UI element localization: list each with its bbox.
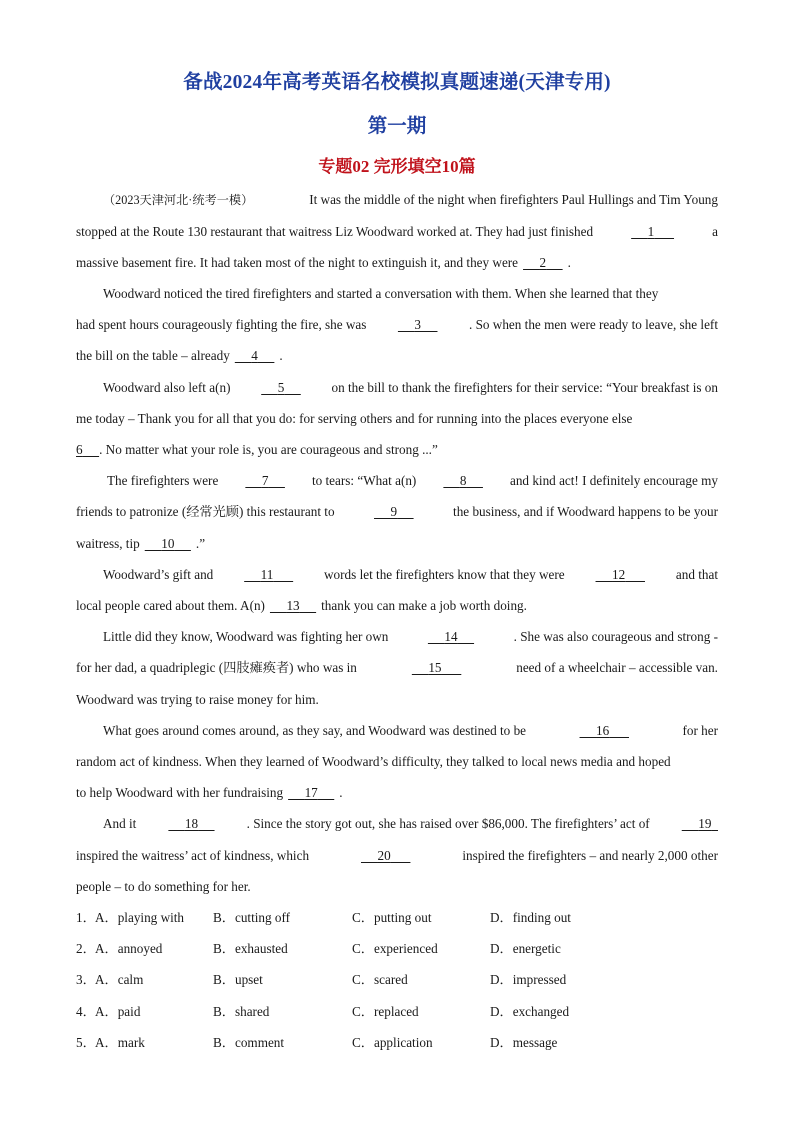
blank-16[interactable]: 16 bbox=[596, 723, 610, 738]
option-d[interactable]: D．message bbox=[490, 1035, 558, 1050]
blank-8[interactable]: 8 bbox=[459, 473, 467, 488]
question-number: 3． bbox=[76, 972, 96, 987]
passage-line bbox=[76, 223, 718, 241]
blank-4[interactable]: 4 bbox=[251, 348, 258, 363]
option-c[interactable]: C．application bbox=[352, 1035, 433, 1050]
blank-15[interactable]: 15 bbox=[428, 660, 442, 675]
passage-text: Woodward’s gift and bbox=[103, 567, 214, 582]
blank-14[interactable]: 14 bbox=[444, 629, 458, 644]
blank-18[interactable]: 18 bbox=[184, 816, 199, 831]
blank-9[interactable]: 9 bbox=[390, 504, 398, 519]
passage-text: Little did they know, Woodward was fighting her own bbox=[103, 629, 389, 644]
passage-text: What goes around comes around, as they say, and Woodward was destined to be bbox=[103, 723, 527, 738]
passage-line bbox=[76, 254, 718, 272]
passage-text: . No matter what your role is, you are courageous and strong ...” bbox=[99, 442, 438, 457]
passage-text: thank you can make a job worth doing. bbox=[321, 598, 527, 613]
option-d[interactable]: D．impressed bbox=[490, 972, 567, 987]
question-number: 1． bbox=[76, 910, 96, 925]
option-d[interactable]: D．finding out bbox=[490, 910, 571, 925]
option-a[interactable]: A．playing with bbox=[95, 910, 185, 925]
topic-heading: 专题02 完形填空10篇 bbox=[318, 157, 476, 176]
passage-text: had spent hours courageously fighting the fire, she was bbox=[76, 317, 367, 332]
passage-text: It was the middle of the night when firefighters Paul Hullings and Tim Young bbox=[309, 192, 718, 207]
passage-line bbox=[76, 347, 718, 365]
passage-text: . So when the men were ready to leave, she left bbox=[468, 317, 718, 332]
passage-text: stopped at the Route 130 restaurant that waitress Liz Woodward worked at. They had just finished bbox=[76, 224, 594, 239]
passage-line bbox=[76, 472, 718, 490]
passage-text: a bbox=[712, 224, 718, 239]
passage-line bbox=[76, 878, 718, 896]
passage-text: the bill on the table – already bbox=[76, 348, 230, 363]
passage-text: friends to patronize (经常光顾) this restaurant to bbox=[76, 504, 335, 519]
passage-text: words let the firefighters know that they were bbox=[324, 567, 565, 582]
question-number: 2． bbox=[76, 941, 96, 956]
passage-text: . bbox=[339, 785, 343, 800]
blank-12[interactable]: 12 bbox=[612, 567, 626, 582]
document-title: 备战2024年高考英语名校模拟真题速递(天津专用) bbox=[183, 72, 611, 93]
passage-line bbox=[76, 784, 718, 802]
passage-line bbox=[76, 285, 718, 303]
blank-5[interactable]: 5 bbox=[277, 380, 285, 395]
passage-text: to tears: “What a(n) bbox=[311, 473, 417, 488]
passage-text: Woodward also left a(n) bbox=[103, 380, 231, 395]
passage-text: people – to do something for her. bbox=[76, 879, 251, 894]
blank-1[interactable]: 1 bbox=[647, 224, 655, 239]
passage-text: . Since the story got out, she has raised over $86,000. The firefighters’ act of bbox=[246, 816, 650, 831]
blank-7[interactable]: 7 bbox=[261, 473, 269, 488]
passage-text: local people cared about them. A(n) bbox=[76, 598, 265, 613]
passage-line bbox=[76, 410, 718, 428]
passage-text: for her bbox=[682, 723, 718, 738]
passage-line bbox=[76, 815, 718, 833]
passage-line bbox=[76, 628, 718, 646]
option-d[interactable]: D．energetic bbox=[490, 941, 561, 956]
passage-line bbox=[76, 503, 718, 521]
passage-text: me today – Thank you for all that you do: for serving others and for running into the places everyone else bbox=[76, 411, 633, 426]
passage-text: Woodward noticed the tired firefighters and started a conversation with them. When she learned that they bbox=[103, 286, 659, 301]
passage-text: inspired the firefighters – and nearly 2,000 other bbox=[462, 848, 718, 863]
option-a[interactable]: A．calm bbox=[95, 972, 144, 987]
passage-text: the business, and if Woodward happens to be your bbox=[453, 504, 718, 519]
blank-2[interactable]: 2 bbox=[539, 255, 547, 270]
blank-13[interactable]: 13 bbox=[286, 598, 300, 613]
option-b[interactable]: B．upset bbox=[213, 972, 263, 987]
passage-line bbox=[76, 722, 718, 740]
passage-text: for her dad, a quadriplegic (四肢瘫痪者) who was in bbox=[76, 660, 357, 675]
passage-line bbox=[76, 191, 718, 209]
question-number: 5． bbox=[76, 1035, 96, 1050]
question-number: 4． bbox=[76, 1004, 96, 1019]
passage-line bbox=[76, 535, 718, 553]
option-a[interactable]: A．mark bbox=[95, 1035, 145, 1050]
option-c[interactable]: C．scared bbox=[352, 972, 408, 987]
blank-17[interactable]: 17 bbox=[304, 785, 318, 800]
passage-text: and that bbox=[675, 567, 718, 582]
option-b[interactable]: B．comment bbox=[213, 1035, 285, 1050]
option-a[interactable]: A．annoyed bbox=[95, 941, 163, 956]
blank-10[interactable]: 10 bbox=[161, 536, 175, 551]
option-b[interactable]: B．cutting off bbox=[213, 910, 291, 925]
passage-text: massive basement fire. It had taken most of the night to extinguish it, and they were bbox=[76, 255, 519, 270]
passage-text: and kind act! I definitely encourage my bbox=[509, 473, 718, 488]
blank-11[interactable]: 11 bbox=[260, 567, 274, 582]
blank-6[interactable]: 6 bbox=[76, 442, 83, 457]
passage-text: random act of kindness. When they learned of Woodward’s difficulty, they talked to local news media and hoped bbox=[76, 754, 671, 769]
passage-text: need of a wheelchair – accessible van. bbox=[516, 660, 718, 675]
passage-text: . She was also courageous and strong - bbox=[513, 629, 718, 644]
option-c[interactable]: C．putting out bbox=[352, 910, 432, 925]
passage-text: waitress, tip bbox=[76, 536, 140, 551]
passage-line bbox=[76, 753, 718, 771]
passage-text: to help Woodward with her fundraising bbox=[76, 785, 284, 800]
passage-text: .” bbox=[195, 536, 206, 551]
blank-3[interactable]: 3 bbox=[414, 317, 421, 332]
passage-text: The firefighters were bbox=[107, 473, 219, 488]
passage-line bbox=[76, 441, 718, 459]
option-b[interactable]: B．shared bbox=[213, 1004, 270, 1019]
passage-text: inspired the waitress’ act of kindness, which bbox=[76, 848, 310, 863]
source-label: （2023天津河北·统考一模） bbox=[103, 193, 254, 207]
issue-label: 第一期 bbox=[367, 116, 427, 137]
passage-text: . bbox=[279, 348, 283, 363]
passage-text: And it bbox=[103, 816, 137, 831]
option-c[interactable]: C．experienced bbox=[352, 941, 438, 956]
passage-line bbox=[76, 847, 718, 865]
option-b[interactable]: B．exhausted bbox=[213, 941, 288, 956]
blank-20[interactable]: 20 bbox=[377, 848, 391, 863]
passage-text: . bbox=[567, 255, 571, 270]
option-a[interactable]: A．paid bbox=[95, 1004, 141, 1019]
passage-line bbox=[76, 659, 718, 677]
passage-text: Woodward was trying to raise money for him. bbox=[76, 692, 319, 707]
passage-text: on the bill to thank the firefighters for their service: “Your breakfast is on bbox=[331, 380, 718, 395]
passage-line bbox=[76, 379, 718, 397]
passage-line bbox=[76, 597, 718, 615]
blank-19[interactable]: 19 bbox=[698, 816, 712, 831]
passage-line bbox=[76, 691, 718, 709]
option-c[interactable]: C．replaced bbox=[352, 1004, 419, 1019]
option-d[interactable]: D．exchanged bbox=[490, 1004, 570, 1019]
passage-line bbox=[76, 566, 718, 584]
passage-line bbox=[76, 316, 718, 334]
